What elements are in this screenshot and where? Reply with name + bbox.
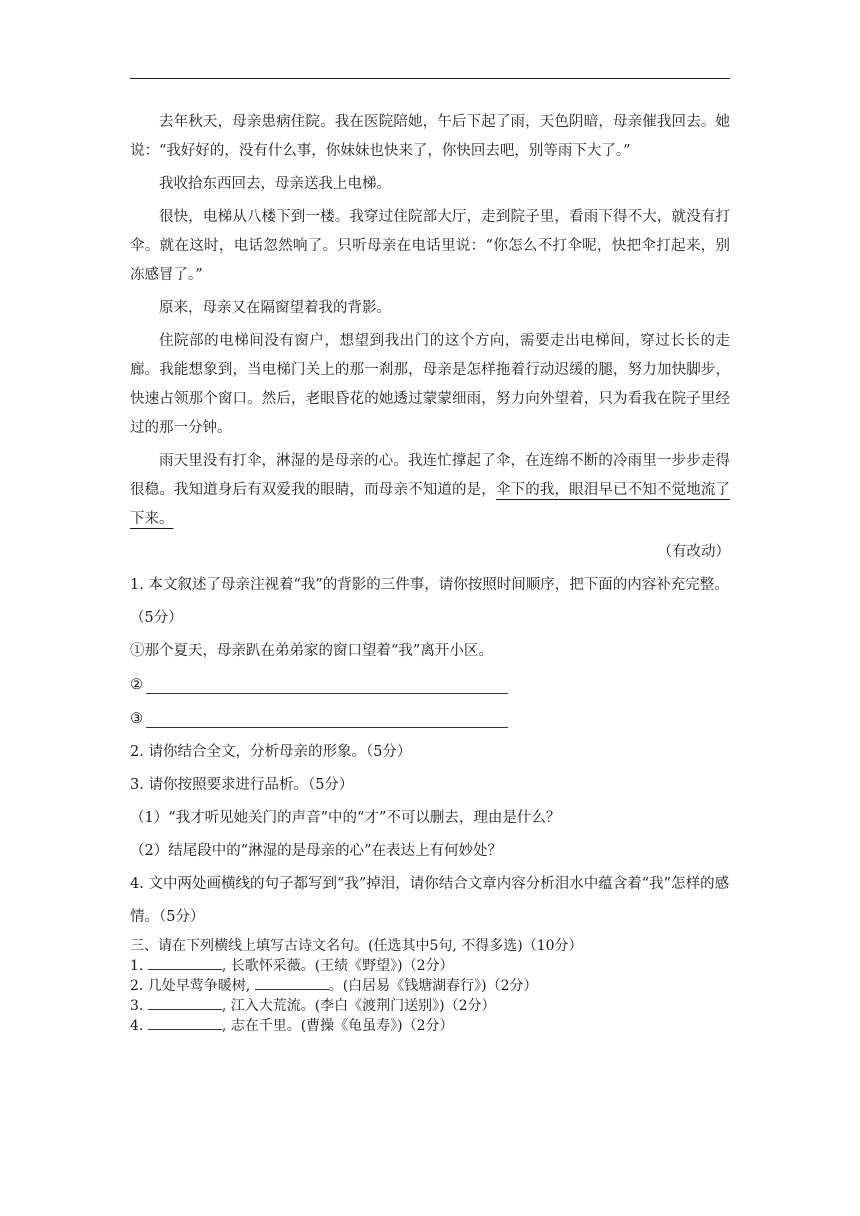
- poem-item-1-prefix: 1.: [130, 958, 148, 974]
- item-3-mark: ③: [130, 711, 143, 727]
- poem-item-3-suffix: , 江入大荒流。(李白《渡荆门送别》)（2分）: [221, 998, 496, 1014]
- poem-item-4-suffix: , 志在千里。(曹操《龟虽寿》)（2分）: [221, 1018, 454, 1034]
- poem-item-4: [130, 1016, 730, 1036]
- header-rule: [130, 78, 730, 79]
- poem-blank-3[interactable]: [148, 997, 222, 1010]
- poem-item-1-suffix: , 长歌怀采薇。(王绩《野望》)（2分）: [221, 958, 454, 974]
- article-content: [130, 108, 730, 1036]
- question-1-item-1: ①那个夏天，母亲趴在弟弟家的窗口望着“我”离开小区。: [130, 643, 493, 659]
- paragraph-5: 住院部的电梯间没有窗户，想望到我出门的这个方向，需要走出电梯间，穿过长长的走廊。我能想象到，当电梯门关上的那一刹那，母亲是怎样拖着行动迟缓的腿，努力加快脚步，快速占领那个窗口。然后，老眼昏花的她透过蒙蒙细雨，努力向外望着，只为看我在院子里经过的那一分钟。: [130, 333, 730, 436]
- poem-blank-1[interactable]: [148, 957, 222, 970]
- paragraph-4: 原来，母亲又在隔窗望着我的背影。: [159, 300, 391, 316]
- question-1: 1. 本文叙述了母亲注视着“我”的背影的三件事，请你按照时间顺序，把下面的内容补充完整。（5分）: [130, 577, 729, 626]
- paragraph-2: 我收拾东西回去，母亲送我上电梯。: [159, 176, 391, 192]
- poem-item-4-prefix: 4.: [130, 1018, 148, 1034]
- question-3-part-1: （1）“我才听见她关门的声音”中的“才”不可以删去，理由是什么？: [130, 810, 561, 826]
- answer-blank-3[interactable]: [146, 709, 508, 728]
- poem-item-3-prefix: 3.: [130, 998, 148, 1014]
- answer-blank-2[interactable]: [146, 675, 508, 694]
- poem-blank-4[interactable]: [148, 1017, 222, 1030]
- question-2: 2. 请你结合全文，分析母亲的形象。（5分）: [130, 744, 412, 760]
- paragraph-1: 去年秋天，母亲患病住院。我在医院陪她，午后下起了雨，天色阴暗，母亲催我回去。她说：“我好好的，没有什么事，你妹妹也快来了，你快回去吧，别等雨下大了。”: [130, 114, 730, 159]
- question-4: 4. 文中两处画横线的句子都写到“我”掉泪，请你结合文章内容分析泪水中蕴含着“我”怎样的感情。（5分）: [130, 876, 730, 925]
- question-1-item-2: [130, 668, 730, 702]
- poem-blank-2[interactable]: [255, 977, 329, 990]
- poem-item-2-suffix: 。(白居易《钱塘湖春行》)（2分）: [328, 978, 538, 994]
- source-note: （有改动）: [657, 544, 730, 560]
- question-3: 3. 请你按照要求进行品析。（5分）: [130, 777, 354, 793]
- section-3: [130, 936, 730, 1036]
- poem-item-2-prefix: 2. 几处早莺争暖树,: [130, 978, 255, 994]
- question-1-item-3: [130, 702, 730, 736]
- poem-item-2: [130, 976, 730, 996]
- paragraph-6-text: 雨天里没有打伞，淋湿的是母亲的心。我连忙撑起了伞，在连绵不断的冷雨里一步步走得很稳。我知道身后有双爱我的眼睛，而母亲不知道的是，: [130, 453, 730, 498]
- item-2-mark: ②: [130, 677, 143, 693]
- paragraph-3: 很快，电梯从八楼下到一楼。我穿过住院部大厅，走到院子里，看雨下得不大，就没有打伞。就在这时，电话忽然响了。只听母亲在电话里说：“你怎么不打伞呢，快把伞打起来，别冻感冒了。”: [130, 209, 730, 283]
- section-3-heading: 三、请在下列横线上填写古诗文名句。(任选其中5句, 不得多选)（10分）: [130, 938, 583, 954]
- paragraph-6: [130, 447, 730, 534]
- poem-item-1: [130, 956, 730, 976]
- underlined-sentence: 伞下的我，眼泪早已不知不觉地流了下来。: [130, 482, 730, 527]
- question-3-part-2: （2）结尾段中的“淋湿的是母亲的心”在表达上有何妙处？: [130, 843, 503, 859]
- poem-item-3: [130, 996, 730, 1016]
